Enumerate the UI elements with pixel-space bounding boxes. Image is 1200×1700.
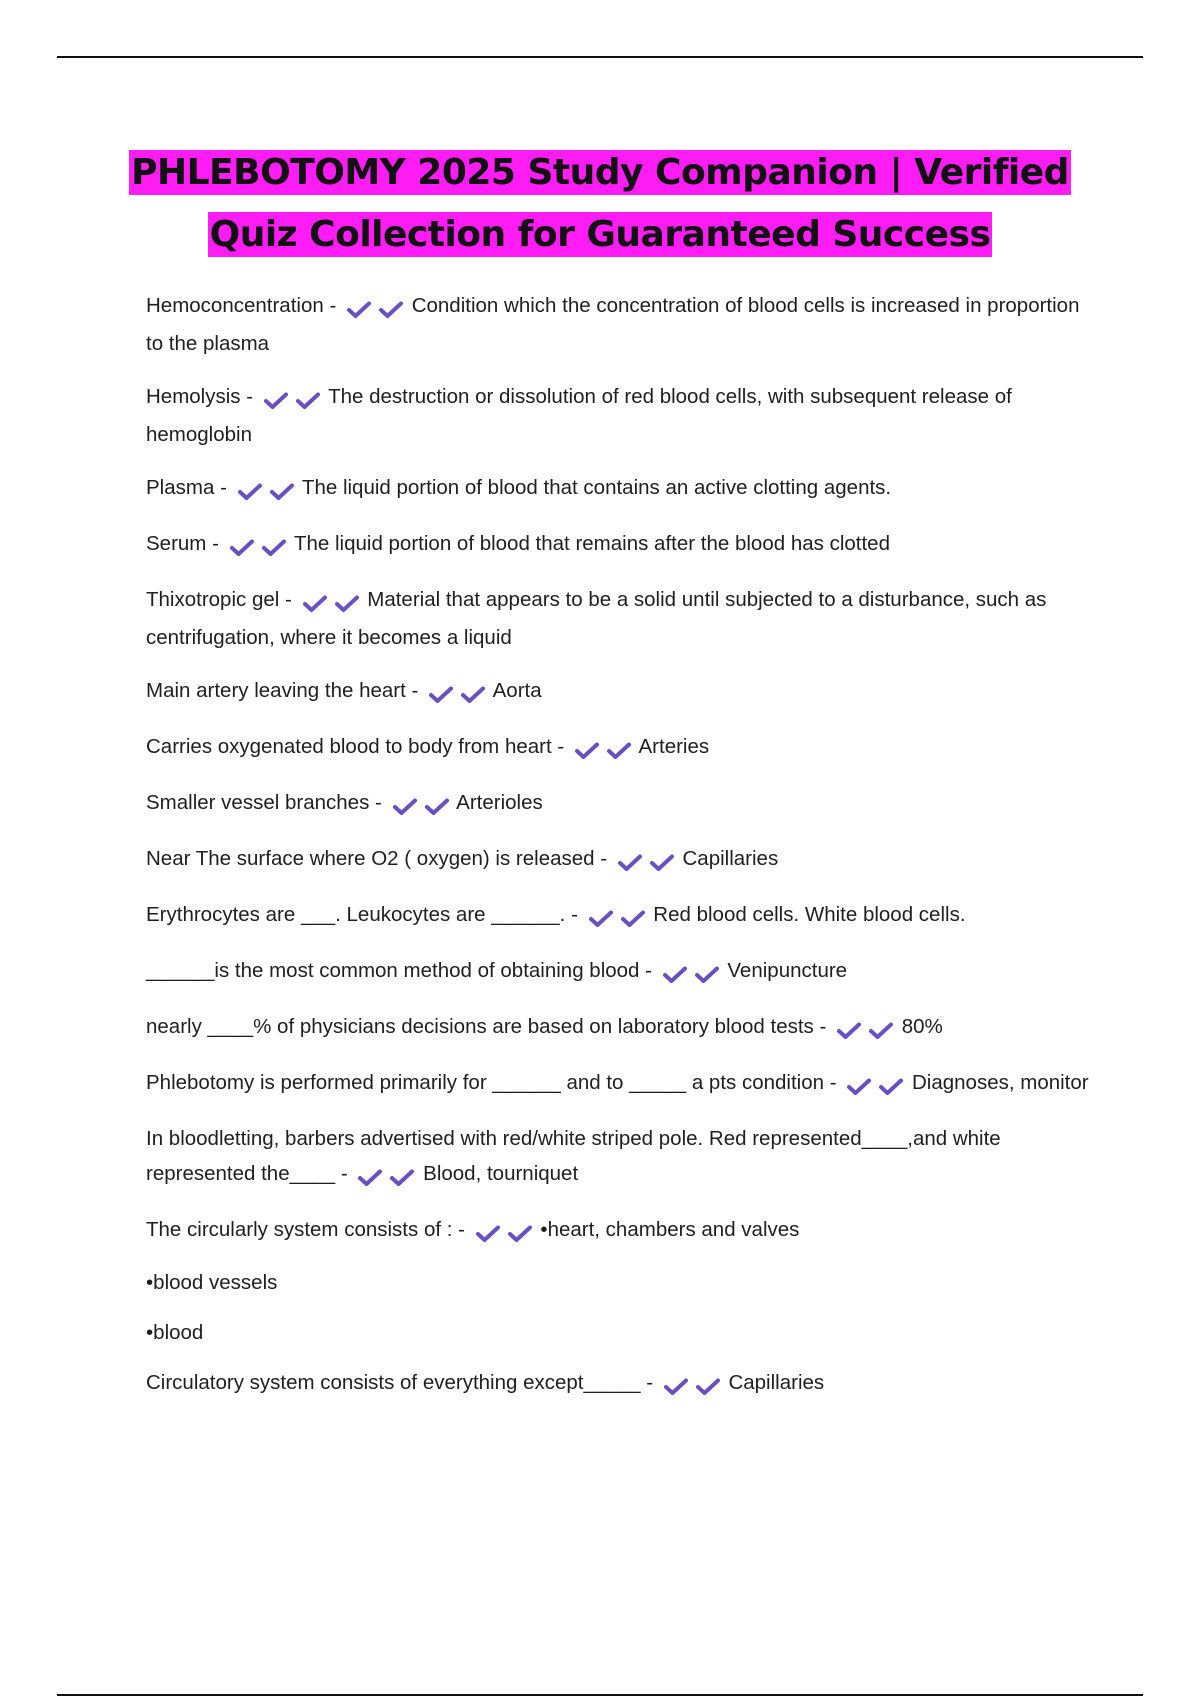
separator: - [212,532,219,555]
page-title [100,142,1100,266]
qa-item [146,1121,1096,1194]
question: Hemolysis [146,385,241,408]
qa-item [146,1065,1096,1103]
qa-item [146,729,1096,767]
answer: Condition which the concentration of blood cells is increased in proportion to the plasma [146,294,1080,355]
question: Phlebotomy is performed primarily for ______ and to _____ a pts condition [146,1071,825,1094]
separator: - [220,476,227,499]
answer: Arteries [638,735,710,758]
double-check-icon [836,1012,894,1047]
double-check-icon [846,1068,904,1103]
qa-item [146,841,1096,879]
question: Main artery leaving the heart [146,679,406,702]
answer-continuation: •blood vessels [146,1271,278,1294]
separator: - [411,679,419,702]
question: Serum [146,532,207,555]
separator: - [557,735,565,758]
qa-item [146,582,1096,655]
answer: Red blood cells. White blood cells. [653,903,966,926]
answer: Aorta [492,679,542,702]
question: ______is the most common method of obtaining blood [146,959,640,982]
question: Carries oxygenated blood to body from heart [146,735,552,758]
double-check-icon [663,1368,721,1403]
double-check-icon [229,529,287,564]
separator: - [375,791,382,814]
qa-item [146,1365,1096,1403]
answer: Diagnoses, monitor [911,1071,1089,1094]
double-check-icon [346,291,404,326]
question: nearly ____% of physicians decisions are based on laboratory blood tests [146,1015,814,1038]
top-rule [57,56,1143,58]
answer: Capillaries [682,847,779,870]
question: Thixotropic gel [146,588,280,611]
answer: Capillaries [728,1371,825,1394]
double-check-icon [263,382,321,417]
separator: - [571,903,578,926]
question: In bloodletting, barbers advertised with red/white striped pole. Red represented____,and white represented the____ [146,1127,1001,1185]
answer: Blood, tourniquet [423,1162,579,1185]
question: Circulatory system consists of everything except_____ [146,1371,641,1394]
question: Erythrocytes are ___. Leukocytes are ______. [146,903,566,926]
separator: - [285,588,292,611]
separator: - [645,959,652,982]
bottom-rule [57,1694,1143,1696]
double-check-icon [662,956,720,991]
double-check-icon [617,844,675,879]
answer: Venipuncture [727,959,848,982]
question: Smaller vessel branches [146,791,370,814]
double-check-icon [237,473,295,508]
double-check-icon [357,1159,415,1194]
qa-item [146,785,1096,823]
double-check-icon [588,900,646,935]
double-check-icon [428,676,486,711]
title-line-2: Quiz Collection for Guaranteed Success [209,214,991,255]
answer: The liquid portion of blood that contains an active clotting agents. [301,476,892,499]
qa-item [146,288,1096,361]
title-line-1: PHLEBOTOMY 2025 Study Companion | Verified [131,152,1069,193]
qa-list [146,288,1096,1421]
qa-item [146,1009,1096,1047]
double-check-icon [302,585,360,620]
answer: Material that appears to be a solid until subjected to a disturbance, such as centrifugation, where it becomes a liquid [146,588,1047,649]
separator: - [329,294,337,317]
qa-item [146,897,1096,935]
question: Plasma [146,476,215,499]
qa-item [146,470,1096,508]
double-check-icon [392,788,450,823]
question: Hemoconcentration [146,294,324,317]
separator: - [829,1071,837,1094]
separator: - [246,385,254,408]
qa-item [146,379,1096,452]
separator: - [600,847,608,870]
separator: - [340,1162,348,1185]
answer: •heart, chambers and valves [540,1218,800,1241]
double-check-icon [574,732,632,767]
separator: - [819,1015,827,1038]
double-check-icon [475,1215,533,1250]
answer: The liquid portion of blood that remains after the blood has clotted [293,532,890,555]
question: The circularly system consists of : [146,1218,453,1241]
qa-item [146,1212,1096,1250]
question: Near The surface where O2 ( oxygen) is released [146,847,595,870]
answer: The destruction or dissolution of red blood cells, with subsequent release of hemoglobin [146,385,1012,446]
separator: - [646,1371,654,1394]
qa-item [146,953,1096,991]
qa-item [146,526,1096,564]
qa-item [146,673,1096,711]
separator: - [458,1218,465,1241]
answer: 80% [901,1015,943,1038]
answer: Arterioles [456,791,543,814]
answer-continuation: •blood [146,1321,204,1344]
